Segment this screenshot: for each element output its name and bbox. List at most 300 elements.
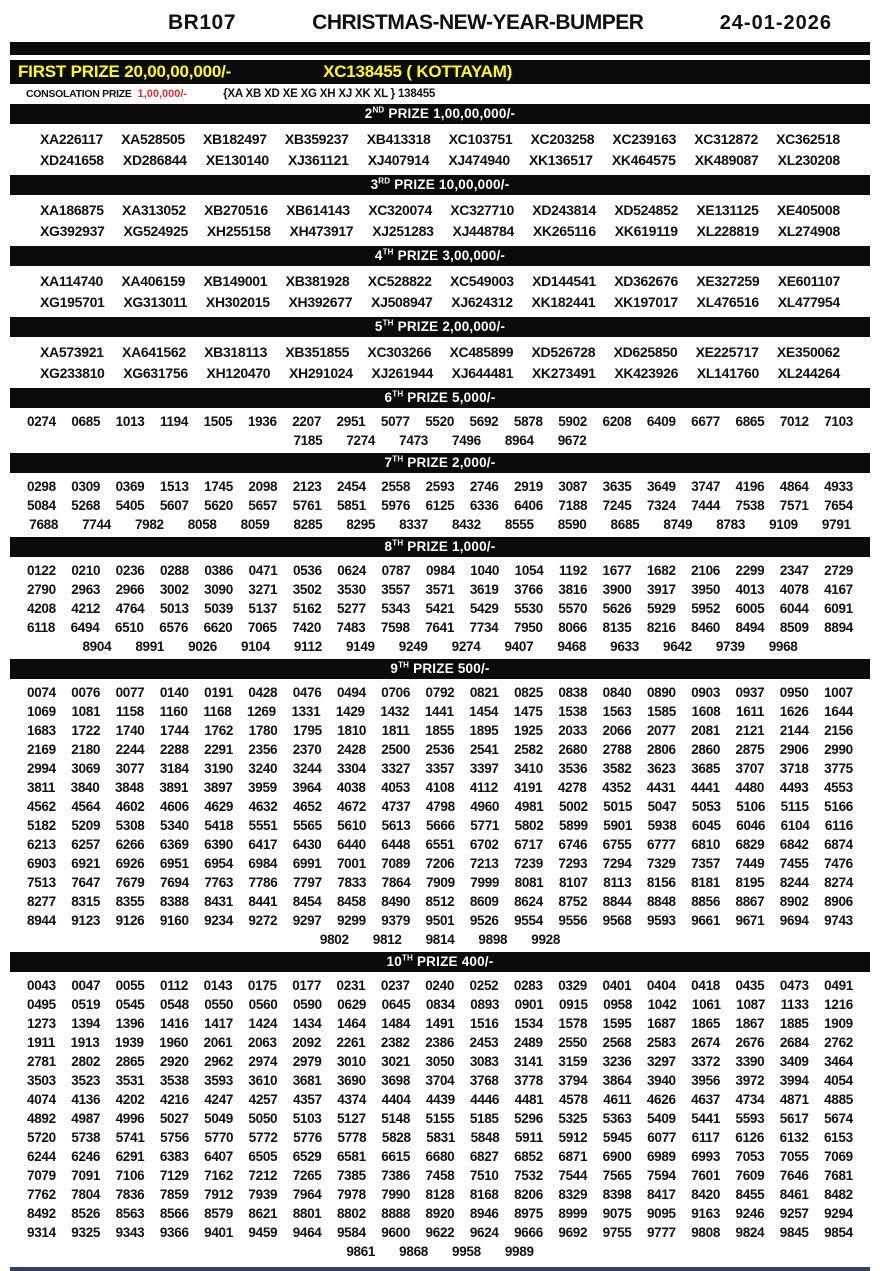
prize-number: 3811 [27, 780, 56, 795]
prize-number: 7804 [71, 1187, 101, 1202]
prize-number: 1913 [70, 1035, 100, 1050]
prize-number: 8417 [646, 1187, 676, 1202]
prize-number-row [10, 911, 870, 930]
prize-number: 8081 [514, 875, 544, 890]
prize-number-row [10, 854, 870, 873]
prize-number: 0950 [779, 685, 809, 700]
prize-number: 6871 [558, 1149, 588, 1164]
prize-number: 3083 [469, 1054, 499, 1069]
ticket-number: XH302015 [205, 294, 270, 310]
prize-number: 4216 [159, 1092, 189, 1107]
prize-number: 3538 [159, 1073, 189, 1088]
prize-number: 1216 [824, 997, 853, 1012]
ticket-number: XJ644481 [451, 365, 514, 381]
prize-number: 5103 [292, 1111, 322, 1126]
prize-number: 9274 [451, 639, 481, 654]
prize-number: 9824 [735, 1225, 765, 1240]
prize-number: 1925 [513, 723, 543, 738]
prize-number: 6865 [735, 414, 765, 429]
prize-number-row [10, 342, 870, 363]
prize-number: 8216 [646, 620, 676, 635]
prize-number: 5952 [691, 601, 721, 616]
prize-number: 1740 [115, 723, 145, 738]
prize-number: 1855 [425, 723, 455, 738]
prize-number: 9989 [504, 1244, 534, 1259]
prize-number: 1683 [27, 723, 56, 738]
prize-ordinal-suffix: TH [392, 389, 404, 399]
prize-number: 7694 [159, 875, 189, 890]
prize-number: 8494 [735, 620, 765, 635]
prize-number: 2583 [646, 1035, 676, 1050]
prize-number: 9299 [336, 913, 366, 928]
prize-number: 1424 [248, 1016, 278, 1031]
prize-number: 5039 [204, 601, 233, 616]
prize-number: 6620 [203, 620, 233, 635]
prize-number: 8058 [187, 517, 217, 532]
prize-number-row [10, 873, 870, 892]
prize-number: 0175 [247, 978, 277, 993]
prize-section-8th [10, 537, 870, 659]
prize-number: 4212 [71, 601, 101, 616]
prize-number-row [10, 1166, 870, 1185]
prize-number: 7496 [452, 433, 481, 448]
prize-number: 5155 [425, 1111, 455, 1126]
ticket-number: XJ251283 [372, 223, 434, 239]
prize-number: 3523 [71, 1073, 101, 1088]
prize-number-row [10, 221, 870, 242]
prize-number: 0834 [425, 997, 455, 1012]
prize-number: 4257 [248, 1092, 278, 1107]
prize-number: 5148 [381, 1111, 411, 1126]
prize-number: 9407 [504, 639, 534, 654]
prize-number: 3994 [779, 1073, 809, 1088]
prize-number: 4987 [71, 1111, 101, 1126]
prize-number: 6529 [292, 1149, 322, 1164]
prize-number: 6407 [204, 1149, 233, 1164]
prize-number: 4606 [159, 799, 189, 814]
prize-number-row [10, 835, 870, 854]
prize-number: 5209 [71, 818, 101, 833]
prize-number: 0418 [691, 978, 721, 993]
prize-number: 1795 [292, 723, 322, 738]
prize-number: 3794 [558, 1073, 588, 1088]
prize-number: 3582 [602, 761, 632, 776]
prize-number: 8888 [381, 1206, 411, 1221]
prize-number: 8482 [824, 1187, 853, 1202]
prize-number: 6409 [646, 414, 676, 429]
prize-number: 4054 [824, 1073, 853, 1088]
draw-code: BR107 [168, 11, 236, 34]
prize-number: 2790 [27, 582, 56, 597]
prize-number: 1394 [71, 1016, 101, 1031]
prize-number: 6677 [691, 414, 721, 429]
prize-number: 8388 [159, 894, 189, 909]
ticket-number: XJ361121 [287, 152, 349, 168]
prize-number: 2356 [248, 742, 278, 757]
prize-number: 5831 [426, 1130, 456, 1145]
ticket-number: XJ624312 [451, 294, 513, 310]
prize-number: 2244 [115, 742, 145, 757]
ticket-number: XA313052 [122, 202, 186, 218]
prize-number: 9642 [663, 639, 692, 654]
ticket-number: XA114740 [40, 273, 103, 289]
prize-number: 8274 [824, 875, 853, 890]
first-prize-banner [10, 60, 870, 84]
prize-banner-10th [10, 952, 870, 972]
prize-number: 5617 [779, 1111, 809, 1126]
prize-number: 4892 [27, 1111, 56, 1126]
prize-number: 6954 [204, 856, 233, 871]
prize-number: 5610 [337, 818, 367, 833]
prize-number: 8195 [735, 875, 765, 890]
prize-number: 1040 [470, 563, 500, 578]
prize-number: 7001 [336, 856, 366, 871]
ticket-number: XK619119 [614, 223, 678, 239]
prize-number: 9526 [469, 913, 499, 928]
prize-number-row [10, 702, 870, 721]
prize-number: 3747 [691, 479, 721, 494]
prize-number: 9812 [372, 932, 402, 947]
prize-number: 4404 [381, 1092, 411, 1107]
prize-number: 9234 [204, 913, 233, 928]
prize-number: 0890 [646, 685, 676, 700]
prize-number: 6126 [735, 1130, 765, 1145]
ticket-number: XL476516 [696, 294, 759, 310]
prize-amount: PRIZE 3,00,000/- [393, 248, 506, 263]
prize-number-row [10, 561, 870, 580]
prize-number: 5049 [204, 1111, 233, 1126]
prize-number: 7609 [735, 1168, 765, 1183]
ticket-number: XB614143 [286, 202, 350, 218]
prize-number: 6132 [779, 1130, 809, 1145]
prize-number: 3503 [27, 1073, 56, 1088]
ticket-number: XG631756 [123, 365, 188, 381]
prize-number: 7950 [513, 620, 543, 635]
prize-number: 8621 [248, 1206, 278, 1221]
prize-number: 3557 [381, 582, 411, 597]
prize-number: 7544 [558, 1168, 588, 1183]
ticket-number: XG233810 [40, 365, 105, 381]
prize-number: 6246 [71, 1149, 101, 1164]
prize-banner-9th [10, 659, 870, 679]
prize-number: 1626 [779, 704, 809, 719]
prize-number: 6046 [736, 818, 766, 833]
prize-number: 5976 [381, 498, 411, 513]
prize-number: 5084 [27, 498, 56, 513]
prize-number: 6440 [336, 837, 366, 852]
prize-number: 7681 [824, 1168, 853, 1183]
prize-number: 0143 [203, 978, 233, 993]
prize-number: 7833 [337, 875, 367, 890]
prize-number-row [10, 740, 870, 759]
prize-number: 1534 [514, 1016, 543, 1031]
prize-number: 1911 [27, 1035, 56, 1050]
prize-number: 3864 [602, 1073, 632, 1088]
prize-numbers-4th [10, 266, 870, 317]
prize-number: 3964 [292, 780, 322, 795]
prize-number: 1192 [558, 563, 588, 578]
prize-number: 0545 [115, 997, 145, 1012]
prize-number: 5626 [602, 601, 632, 616]
prize-number: 8455 [735, 1187, 765, 1202]
prize-number: 0473 [779, 978, 809, 993]
prize-number: 8244 [779, 875, 809, 890]
prize-number: 5137 [248, 601, 278, 616]
prize-number: 5902 [558, 414, 588, 429]
prize-banner-4th [10, 246, 870, 266]
prize-number: 9593 [646, 913, 676, 928]
prize-number: 7265 [292, 1168, 322, 1183]
prize-number: 0821 [469, 685, 499, 700]
prize-number: 5530 [514, 601, 543, 616]
prize-number: 9366 [159, 1225, 189, 1240]
prize-number: 6116 [824, 818, 853, 833]
prize-number: 3159 [558, 1054, 588, 1069]
prize-number: 6213 [27, 837, 56, 852]
prize-number: 2920 [159, 1054, 189, 1069]
prize-number: 9743 [824, 913, 853, 928]
prize-number: 1007 [824, 685, 853, 700]
prize-number: 3240 [248, 761, 278, 776]
prize-number: 7510 [469, 1168, 499, 1183]
prize-number: 9633 [610, 639, 639, 654]
prize-number: 0055 [115, 978, 145, 993]
prize-number: 8906 [824, 894, 853, 909]
prize-number: 7654 [824, 498, 853, 513]
prize-number: 3190 [204, 761, 233, 776]
prize-number: 1168 [203, 704, 232, 719]
prize-numbers-2nd [10, 124, 870, 175]
prize-number: 2428 [336, 742, 366, 757]
prize-number: 8135 [602, 620, 632, 635]
prize-number: 4112 [469, 780, 498, 795]
prize-number: 4611 [603, 1092, 632, 1107]
prize-number: 8277 [27, 894, 56, 909]
prize-number: 5945 [602, 1130, 632, 1145]
prize-banner-6th [10, 388, 870, 408]
prize-number: 6005 [735, 601, 765, 616]
prize-number: 8059 [240, 517, 270, 532]
ticket-number: XJ261944 [371, 365, 433, 381]
prize-number: 0309 [71, 479, 101, 494]
prize-number: 9854 [824, 1225, 853, 1240]
prize-section-7th [10, 453, 870, 537]
ticket-number: XH291024 [289, 365, 353, 381]
prize-number: 1273 [27, 1016, 56, 1031]
prize-number: 1432 [380, 704, 410, 719]
prize-number: 8579 [204, 1206, 233, 1221]
prize-number: 3397 [469, 761, 499, 776]
prize-banner-8th [10, 537, 870, 557]
prize-number: 9464 [292, 1225, 322, 1240]
prize-number: 5050 [248, 1111, 278, 1126]
ticket-number: XE327259 [696, 273, 760, 289]
prize-number-row [10, 759, 870, 778]
prize-number: 6755 [602, 837, 632, 852]
ticket-number: XB318113 [204, 344, 268, 360]
prize-number: 4871 [779, 1092, 809, 1107]
prize-number: 8946 [469, 1206, 499, 1221]
prize-number: 1475 [513, 704, 543, 719]
ticket-number: XE405008 [776, 202, 840, 218]
prize-number: 1516 [469, 1016, 499, 1031]
prize-number: 4439 [425, 1092, 455, 1107]
prize-number: 8867 [735, 894, 765, 909]
prize-number: 9968 [768, 639, 798, 654]
prize-number: 0624 [337, 563, 367, 578]
prize-number: 2680 [558, 742, 588, 757]
prize-number: 3002 [159, 582, 189, 597]
prize-number: 8460 [691, 620, 721, 635]
prize-number: 5741 [115, 1130, 145, 1145]
prize-number: 6984 [248, 856, 278, 871]
prize-number: 4737 [381, 799, 411, 814]
prize-number: 5418 [204, 818, 234, 833]
ticket-number: XA186875 [40, 202, 104, 218]
prize-number: 7679 [115, 875, 145, 890]
prize-number: 1595 [602, 1016, 632, 1031]
prize-number: 7420 [292, 620, 322, 635]
prize-number: 9671 [735, 913, 765, 928]
prize-number: 5340 [159, 818, 189, 833]
prize-number: 6390 [204, 837, 233, 852]
prize-number: 4885 [824, 1092, 853, 1107]
prize-number: 3571 [425, 582, 455, 597]
prize-number: 5613 [381, 818, 411, 833]
prize-number-row [10, 1109, 870, 1128]
ticket-number: XE350062 [776, 344, 840, 360]
ticket-number: XK136517 [528, 152, 593, 168]
prize-number: 5127 [336, 1111, 366, 1126]
prize-number: 0495 [27, 997, 56, 1012]
prize-number: 8398 [602, 1187, 632, 1202]
prize-number: 5851 [336, 498, 366, 513]
prize-number: 2098 [248, 479, 278, 494]
prize-number-row [10, 1204, 870, 1223]
prize-number: 8526 [71, 1206, 101, 1221]
prize-number: 2066 [602, 723, 632, 738]
prize-number: 1416 [159, 1016, 189, 1031]
prize-number: 4632 [248, 799, 278, 814]
prize-number: 1441 [424, 704, 454, 719]
prize-number-row [10, 618, 870, 637]
prize-number: 1780 [248, 723, 278, 738]
prize-number: 5738 [71, 1130, 101, 1145]
prize-number: 9501 [425, 913, 455, 928]
prize-number: 9126 [115, 913, 145, 928]
prize-number: 3778 [514, 1073, 543, 1088]
prize-number: 0076 [71, 685, 101, 700]
prize-number: 4764 [115, 601, 145, 616]
prize-number: 8844 [602, 894, 632, 909]
prize-number: 7357 [691, 856, 721, 871]
ticket-number: XE225717 [695, 344, 759, 360]
prize-number: 2962 [204, 1054, 233, 1069]
prize-number: 5912 [558, 1130, 588, 1145]
prize-number: 1745 [204, 479, 233, 494]
prize-number: 2454 [336, 479, 366, 494]
prize-number: 5185 [469, 1111, 499, 1126]
prize-number: 7162 [204, 1168, 233, 1183]
prize-number: 0494 [336, 685, 366, 700]
prize-number: 7294 [602, 856, 632, 871]
prize-number: 5015 [603, 799, 633, 814]
prize-number: 2453 [469, 1035, 499, 1050]
prize-number: 0903 [691, 685, 721, 700]
prize-number: 0560 [248, 997, 278, 1012]
prize-number: 3010 [336, 1054, 366, 1069]
prize-numbers-8th [10, 557, 870, 659]
prize-number: 7647 [71, 875, 101, 890]
prize-number: 0838 [558, 685, 588, 700]
prize-number: 0074 [27, 685, 56, 700]
prize-number: 3959 [248, 780, 277, 795]
prize-number: 0047 [71, 978, 101, 993]
prize-number: 8490 [381, 894, 411, 909]
ticket-number: XH473917 [289, 223, 354, 239]
prize-number: 7598 [380, 620, 410, 635]
ticket-number: XC320074 [368, 202, 432, 218]
prize-number: 8329 [558, 1187, 588, 1202]
prize-number: 4357 [292, 1092, 322, 1107]
prize-number: 3704 [425, 1073, 455, 1088]
prize-number: 3297 [646, 1054, 676, 1069]
prize-section-2nd [10, 104, 870, 175]
prize-number: 7909 [425, 875, 455, 890]
prize-number: 4108 [425, 780, 455, 795]
prize-number: 7864 [381, 875, 411, 890]
prize-number: 8749 [663, 517, 693, 532]
prize-number: 3681 [292, 1073, 322, 1088]
prize-section-9th [10, 659, 870, 952]
prize-number: 1434 [292, 1016, 322, 1031]
ticket-number: XH255158 [206, 223, 271, 239]
prize-number: 5878 [513, 414, 543, 429]
prize-number: 3271 [248, 582, 278, 597]
prize-number: 6852 [514, 1149, 543, 1164]
prize-number: 4053 [381, 780, 410, 795]
prize-number: 3900 [602, 582, 632, 597]
prize-number-row [10, 778, 870, 797]
prize-number: 2802 [71, 1054, 101, 1069]
prize-number: 6336 [469, 498, 499, 513]
prize-number: 4247 [204, 1092, 234, 1107]
ticket-number: XH392677 [288, 294, 353, 310]
prize-number: 2860 [691, 742, 721, 757]
prize-number: 3940 [646, 1073, 676, 1088]
prize-number-row [10, 892, 870, 911]
prize-number: 9272 [248, 913, 278, 928]
prize-number: 5848 [470, 1130, 500, 1145]
prize-number: 6746 [558, 837, 588, 852]
prize-number: 3357 [425, 761, 455, 776]
ticket-number: XK423926 [614, 365, 679, 381]
prize-number: 3244 [292, 761, 322, 776]
prize-number: 5277 [336, 601, 366, 616]
prize-number: 7990 [381, 1187, 411, 1202]
prize-number: 6926 [115, 856, 145, 871]
prize-ordinal-suffix: TH [382, 318, 394, 328]
ticket-number: XG195701 [40, 294, 105, 310]
prize-number: 0386 [204, 563, 234, 578]
prize-number: 9297 [292, 913, 322, 928]
prize-number: 0937 [735, 685, 765, 700]
prize-number: 2865 [115, 1054, 145, 1069]
ticket-number: XD526728 [531, 344, 596, 360]
prize-number: 3531 [115, 1073, 145, 1088]
prize-number: 5720 [27, 1130, 56, 1145]
prize-ordinal-suffix: TH [401, 953, 414, 963]
